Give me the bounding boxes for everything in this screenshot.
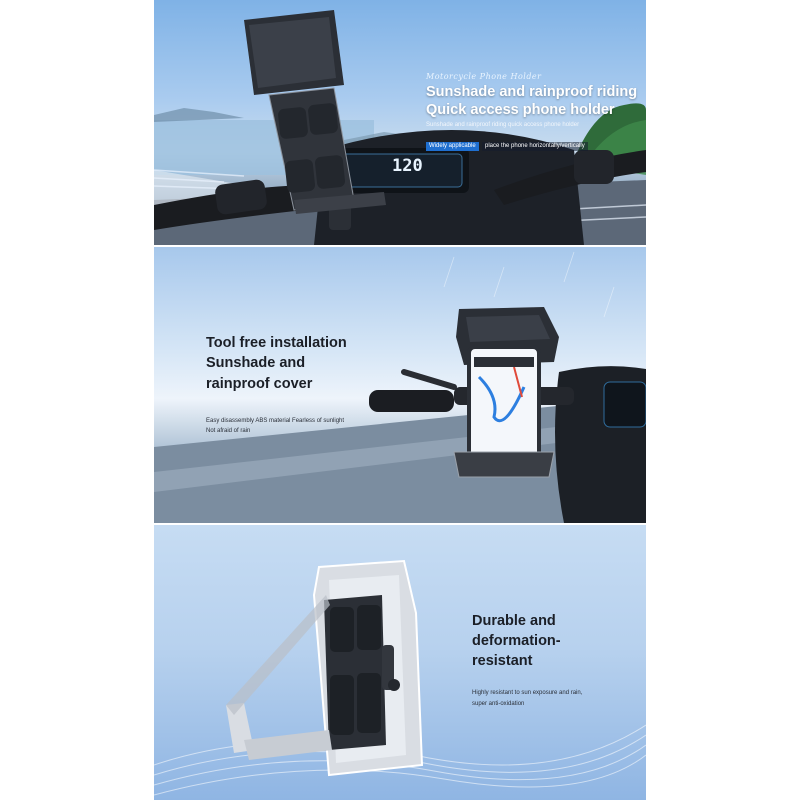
- headline-line-3: resistant: [472, 653, 533, 669]
- script-title: Motorcycle Phone Holder: [426, 72, 542, 81]
- hero-panel-riding: [154, 0, 646, 245]
- feature-panel-durability: [154, 525, 646, 800]
- panel2-desc-2: Not afraid of rain: [206, 428, 251, 434]
- headline-line-2: deformation-: [472, 633, 561, 649]
- panel2-desc-1: Easy disassembly ABS material Fearless of sunlight: [206, 418, 345, 424]
- headline-line-3: rainproof cover: [206, 376, 313, 392]
- panel3-desc-1: Highly resistant to sun exposure and rain,: [472, 690, 583, 696]
- headline-line-1: Tool free installation: [206, 335, 347, 351]
- headline-line-2: Sunshade and: [206, 355, 306, 371]
- headline-line-1: Durable and: [472, 613, 556, 629]
- panel3-desc-2: super anti-oxidation: [472, 701, 525, 707]
- headline-line-1: Sunshade and rainproof riding: [426, 84, 638, 100]
- headline-line-2: Quick access phone holder: [426, 102, 615, 118]
- tag-widely-applicable: Widely applicable: [426, 142, 479, 151]
- tag-orientation: place the phone horizontally/vertically: [482, 142, 588, 151]
- panel1-subtitle: Sunshade and rainproof riding quick access phone holder: [426, 122, 580, 128]
- feature-panel-installation: [154, 247, 646, 523]
- holder-product-illustration: [154, 525, 646, 800]
- speed-readout: 120: [392, 156, 423, 176]
